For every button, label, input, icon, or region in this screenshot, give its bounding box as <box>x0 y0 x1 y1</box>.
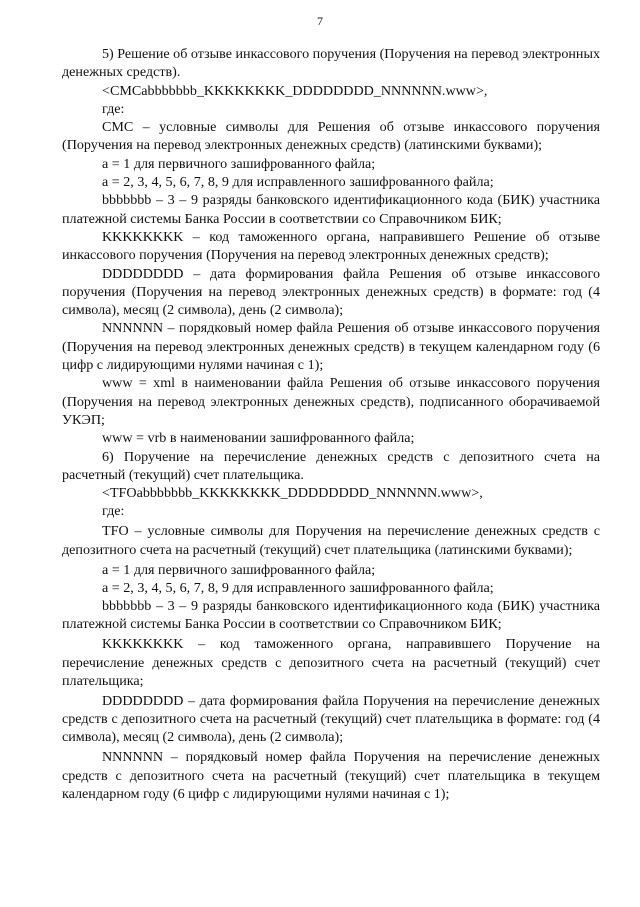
definition-sequence-number: NNNNNN – порядковый номер файла Решения об отзыве инкассового поручения (Поручения на перевод электронных денежных средств) в текущем календарном году (6 цифр с лидирующими нулями начиная с 1); <box>62 320 600 374</box>
definition-customs-code: KKKKKKKK – код таможенного органа, направившего Поручение на перечисление денежных средств с депозитного счета на расчетный (текущий) счет плательщика; <box>62 636 600 689</box>
definition-bik: bbbbbbb – 3 – 9 разряды банковского идентификационного кода (БИК) участника платежной системы Банка России в соответствии со Справочником БИК; <box>62 598 600 633</box>
where-label: где: <box>102 100 125 117</box>
page-number: 7 <box>317 14 323 28</box>
document-body <box>62 45 600 803</box>
definition-www-xml: www = xml в наименовании файла Решения об отзыве инкассового поручения (Поручения на перевод электронных денежных средств), подписанного оборачиваемой УКЭП; <box>62 375 600 428</box>
definition-a-corrected: a = 2, 3, 4, 5, 6, 7, 8, 9 для исправленного зашифрованного файла; <box>102 174 494 191</box>
paragraph-item-5-heading: 5) Решение об отзыве инкассового поручения (Поручения на перевод электронных денежных средств). <box>62 46 600 81</box>
definition-customs-code: KKKKKKKK – код таможенного органа, направившего Решение об отзыве инкассового поручения (Поручения на перевод электронных денежных средств); <box>62 228 600 264</box>
definition-tfo: TFO – условные символы для Поручения на перечисление денежных средств с депозитного счета на расчетный (текущий) счет плательщика (латинскими буквами); <box>62 523 600 558</box>
definition-a-corrected: a = 2, 3, 4, 5, 6, 7, 8, 9 для исправленного зашифрованного файла; <box>102 579 494 596</box>
filename-template-tfo: <TFOabbbbbbb_KKKKKKKK_DDDDDDDD_NNNNNN.www>, <box>102 485 483 502</box>
definition-a-primary: a = 1 для первичного зашифрованного файла; <box>102 561 376 578</box>
definition-sequence-number: NNNNNN – порядковый номер файла Поручения на перечисление денежных средств с депозитного счета на расчетный (текущий) счет плательщика в текущем календарном году (6 цифр с лидирующими нулями начиная с 1); <box>62 749 600 802</box>
definition-cmc: CMC – условные символы для Решения об отзыве инкассового поручения (Поручения на перевод электронных денежных средств) (латинскими буквами); <box>62 119 600 154</box>
definition-date: DDDDDDDD – дата формирования файла Решения об отзыве инкассового поручения (Поручения на перевод электронных денежных средств) в формате: год (4 символа), месяц (2 символа), день (2 символа); <box>62 265 600 319</box>
definition-www-vrb: www = vrb в наименовании зашифрованного файла; <box>102 430 415 447</box>
definition-date: DDDDDDDD – дата формирования файла Поручения на перечисление денежных средств с депозитного счета на расчетный (текущий) счет плательщика в формате: год (4 символа), месяц (2 символа), день (2 символа); <box>62 692 600 746</box>
where-label: где: <box>102 503 125 520</box>
definition-a-primary: a = 1 для первичного зашифрованного файла; <box>102 155 376 172</box>
paragraph-item-6-heading: 6) Поручение на перечисление денежных средств с депозитного счета на расчетный (текущий) счет плательщика. <box>62 448 600 483</box>
definition-bik: bbbbbbb – 3 – 9 разряды банковского идентификационного кода (БИК) участника платежной системы Банка России в соответствии со Справочником БИК; <box>62 192 600 227</box>
filename-template-cmc: <CMCabbbbbbb_KKKKKKKK_DDDDDDDD_NNNNNN.www>, <box>102 82 488 99</box>
